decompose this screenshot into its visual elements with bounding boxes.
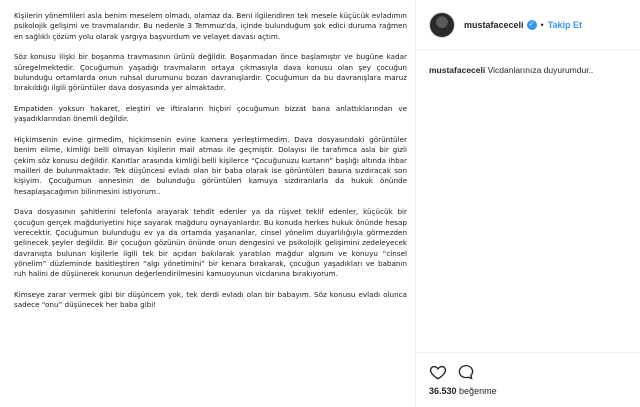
action-bar: [416, 352, 640, 382]
post-paragraph-5: Dava dosyasının şahitlerini telefonla arayarak tehdit edenler ya da rüşvet teklif edenler, küçücük bir çocuğun gerçek mağduriyetini hiçe sayarak mağduru oynayanlardır. Bu konuda herkes hukuk önünde hesap verecektir. Çocuğumun bulunduğu ev ya da ortamda yaşananlar, cinsel yönelim duyarlılığıyla görmezden gelinecek şeyler değildir. Bir çocuğun gözünün önünde onun dengesini ve psikolojik gelişimini zedeleyecek davranışta bulunan kişilerle ilgili tek bir açıdan bakılarak yaratılan mağdur algısını ve konuyu “cinsel yönelim” düzleminde basitleştiren “algı yönetimini” bir kenara bırakarak, çocuğun yaşadıkları ve babanın ruh halini de düşünerek konunun değerlendirilmesini kamuoyunun vicdanına bırakıyorum.: [14, 207, 407, 279]
likes-label: beğenme: [459, 386, 497, 396]
follow-button[interactable]: Takip Et: [547, 19, 583, 30]
avatar[interactable]: [429, 12, 455, 38]
caption-text: Vicdanlarınıza duyurumdur..: [487, 65, 594, 75]
likes-number: 36.530: [429, 386, 457, 396]
caption-username[interactable]: mustafaceceli: [429, 65, 486, 75]
header-username[interactable]: mustafaceceli: [464, 19, 524, 30]
heart-icon[interactable]: [429, 363, 447, 381]
post-paragraph-3: Empatiden yoksun hakaret, eleştiri ve iftiraların hiçbiri çocuğumun bizzat bana anlattıklarından ve yaşadıklarından önemli değildir.: [14, 104, 407, 124]
comment-icon[interactable]: [457, 363, 475, 381]
post-paragraph-4: Hiçkimsenin evine girmedim, hiçkimsenin evine kamera yerleştirmedim. Dava dosyasındaki görüntüler benim elime, kimliği belli olmayan kişilerin mail atması ile geçmiştir. Dolayısı ile tarafımca asla bir gizli çekim söz konusu değildir. Kanıtlar arasında kimliği belli kişilerce “Çocuğunuzu kurtarın” başlığı altında ihbar mailleri de bulunmaktadır. Tek düşüncesi evladı olan bir baba olarak ise görüntüleri basına sızdıracak son kişiyim. Çocuğumun annesinin de bulunduğu görüntüleri kamuya sızdıranlarla da hukuk önünde hesaplaşacağımın bilinmesini istiyorum..: [14, 135, 407, 196]
separator-dot: •: [540, 19, 544, 30]
post-caption: [429, 64, 629, 76]
post-side-panel: [416, 0, 640, 407]
likes-count[interactable]: [429, 386, 497, 396]
verified-badge-icon: ✓: [527, 20, 537, 30]
post-paragraph-1: Kişilerin yönemlileri asla benim meselem olmadı, olamaz da. Beni ilgilendiren tek mesele küçücük evladımın psikolojik gelişimi ve travmalarıdır. Bu nedenle 3 Temmuz'da, içinde bulunduğum şok edici duruma rağmen en sağlıklı çözüm yolu olarak yargıya başvurdum ve velayet davası açtım.: [14, 11, 407, 41]
post-header: [416, 0, 640, 50]
post-paragraph-6: Kimseye zarar vermek gibi bir düşüncem yok, tek derdi evladı olan bir babayım. Söz konusu evladı olunca sadece “onu” düşünecek her baba gibi!: [14, 290, 407, 310]
post-paragraph-2: Söz konusu ilişki bir boşanma travmasının ürünü değildir. Boşanmadan önce başlamıştır ve bugüne kadar süregelmektedir. Çocuğumun yaşadığı travmaların ortaya çıkmasıyla dava konusu olan şey çocuğun bulunduğu ortamlarda onun ruhsal durumunu bozan davranışlardır. Çocuğumun da bu davranışlara maruz bırakıldığı ilgili görüntüler dava dosyasında yer almaktadır.: [14, 52, 407, 93]
